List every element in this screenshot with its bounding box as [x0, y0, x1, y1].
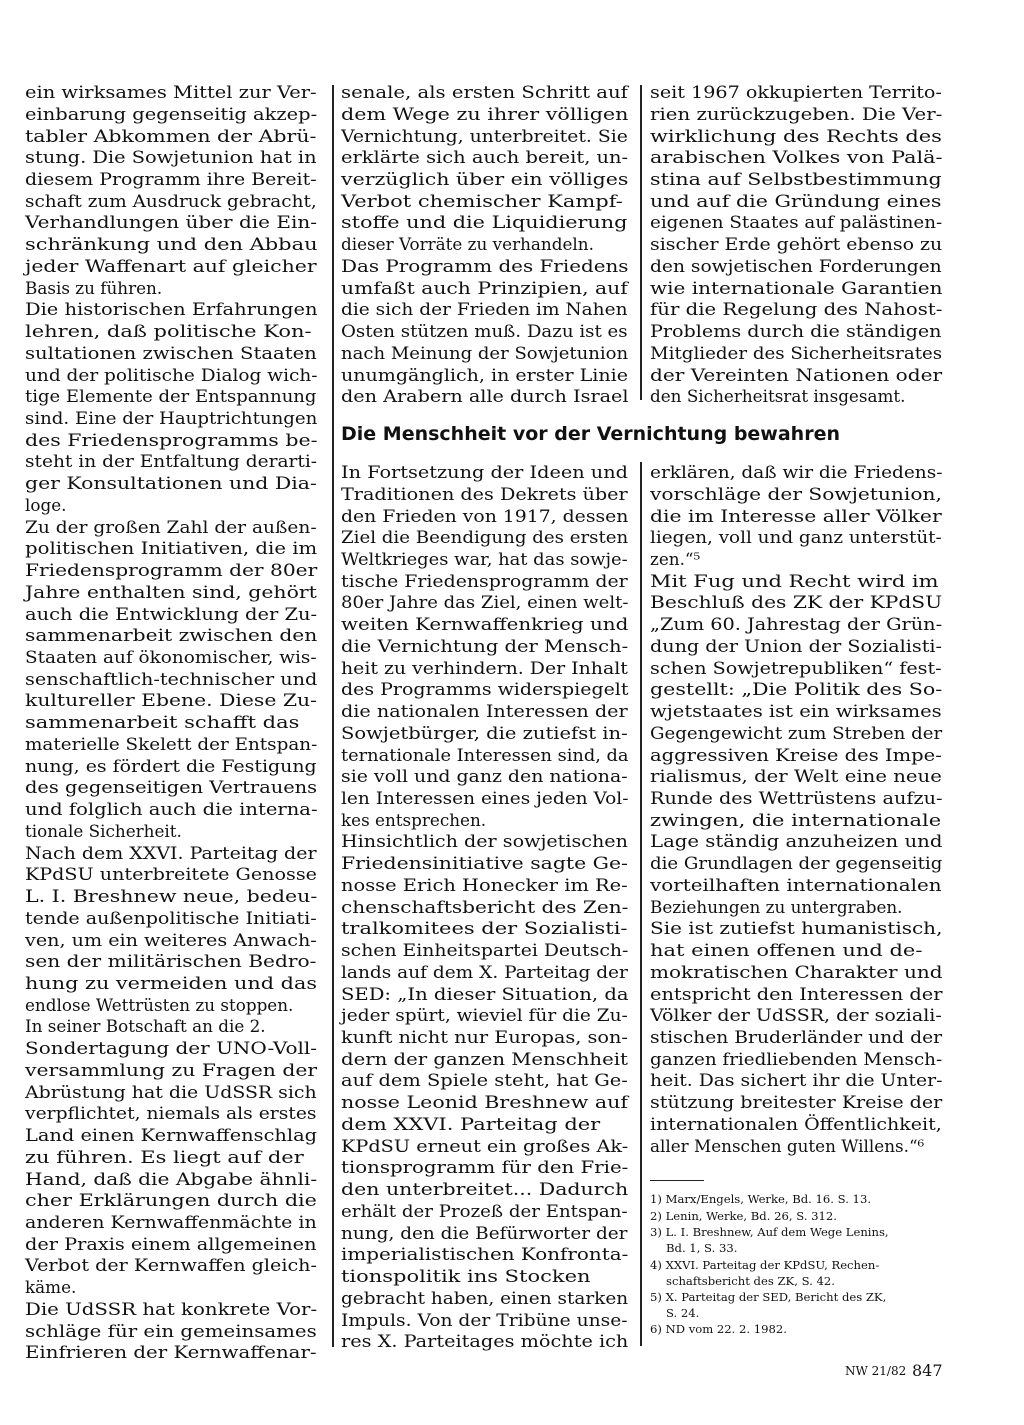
text-line: cher Erklärungen durch die	[25, 1190, 317, 1211]
text-line: Problems durch die ständigen	[650, 321, 942, 341]
text-line: stoffe und die Liquidierung	[341, 212, 628, 233]
text-line: Sie ist zutiefst humanistisch,	[650, 918, 943, 939]
text-line: Vernichtung, unterbreitet. Sie	[341, 125, 628, 146]
text-line: aggressiven Kreise des Impe-	[650, 744, 942, 765]
text-line: den unterbreitet... Dadurch	[341, 1179, 629, 1200]
footnote-separator	[650, 1180, 704, 1181]
text-line: seit 1967 okkupierten Territo-	[650, 82, 942, 102]
text-line: vorteilhaften internationalen	[650, 874, 942, 895]
text-line: sammenarbeit schafft das	[25, 712, 300, 733]
text-line: KPdSU unterbreitete Genosse	[25, 864, 318, 885]
text-line: tionale Sicherheit.	[25, 820, 182, 841]
text-line: die Vernichtung der Mensch-	[341, 635, 629, 656]
text-line: stung. Die Sowjetunion hat in	[25, 147, 317, 168]
text-line: liegen, voll und ganz unterstüt-	[650, 527, 942, 548]
issue-label: NW 21/82	[845, 1364, 907, 1378]
text-line: unumgänglich, in erster Linie	[341, 364, 628, 385]
text-line: tionsprogramm für den Frie-	[341, 1157, 629, 1178]
text-line: tende außenpolitische Initiati-	[25, 907, 317, 928]
text-line: Einfrieren der Kernwaffenar-	[25, 1342, 317, 1363]
text-line: ein wirksames Mittel zur Ver-	[25, 82, 317, 102]
text-line: nosse Erich Honecker im Re-	[341, 874, 628, 895]
text-line: Impuls. Von der Tribüne unse-	[341, 1309, 628, 1330]
column-rule-1	[332, 85, 334, 1347]
text-line: erklären, daß wir die Friedens-	[650, 462, 943, 482]
text-line: In seiner Botschaft an die 2.	[25, 1016, 266, 1037]
text-line: verzüglich über ein völliges	[341, 168, 629, 189]
page-number: 847	[912, 1361, 943, 1380]
text-line: dieser Vorräte zu verhandeln.	[341, 234, 594, 255]
text-line: senale, als ersten Schritt auf	[341, 82, 628, 102]
text-line: Osten stützen muß. Dazu ist es	[341, 321, 628, 341]
text-line: des gegenseitigen Vertrauens	[25, 777, 318, 798]
text-line: Traditionen des Dekrets über	[341, 483, 628, 504]
text-line: res X. Parteitages möchte ich	[341, 1331, 629, 1352]
text-line: des Friedensprogramms be-	[25, 429, 318, 450]
text-line: Hand, daß die Abgabe ähnli-	[25, 1168, 318, 1189]
text-line: Ziel die Beendigung des ersten	[341, 527, 629, 548]
text-line: arabischen Volkes von Palä-	[650, 147, 943, 168]
text-line: senschaftlich-technischer und	[25, 668, 318, 689]
text-line: Zu der großen Zahl der außen-	[25, 516, 317, 537]
footnote-line: schaftsbericht des ZK, S. 42.	[666, 1274, 835, 1288]
text-line: loge.	[25, 494, 67, 515]
text-line: die nationalen Interessen der	[341, 701, 628, 721]
text-line: ganzen friedliebenden Mensch-	[650, 1048, 943, 1069]
text-line: sultationen zwischen Staaten	[25, 342, 317, 363]
text-line: sammenarbeit zwischen den	[25, 625, 318, 646]
text-line: stina auf Selbstbestimmung	[650, 168, 942, 189]
text-line: Verbot chemischer Kampf-	[341, 190, 623, 211]
text-line: tige Elemente der Entspannung	[25, 386, 317, 407]
footnote-line: 4) XXVI. Parteitag der KPdSU, Rechen-	[650, 1258, 880, 1272]
text-line: SED: „In dieser Situation, da	[341, 983, 629, 1004]
text-line: Verhandlungen über die Ein-	[25, 212, 317, 233]
text-line: Runde des Wettrüstens aufzu-	[650, 788, 943, 808]
text-line: „Zum 60. Jahrestag der Grün-	[650, 614, 943, 635]
text-line: imperialistischen Konfronta-	[341, 1244, 629, 1265]
text-line: versammlung zu Fragen der	[25, 1059, 318, 1080]
text-line: Die UdSSR hat konkrete Vor-	[25, 1298, 318, 1319]
text-line: Sowjetbürger, die zutiefst in-	[341, 722, 628, 743]
text-line: materielle Skelett der Entspan-	[25, 733, 318, 754]
text-line: 80er Jahre das Ziel, einen welt-	[341, 592, 629, 613]
text-line: politischen Initiativen, die im	[25, 538, 318, 559]
column-rule-2-bottom	[640, 462, 642, 1346]
text-line: die Grundlagen der gegenseitig	[650, 853, 943, 874]
text-line: tische Friedensprogramm der	[341, 570, 628, 591]
text-line: heit. Das sichert ihr die Unter-	[650, 1070, 943, 1091]
text-line: Mitglieder des Sicherheitsrates	[650, 342, 943, 363]
text-line: Land einen Kernwaffenschlag	[25, 1125, 318, 1145]
text-line: L. I. Breshnew neue, bedeu-	[25, 886, 318, 906]
text-line: Lage ständig anzuheizen und	[650, 831, 943, 852]
text-line: nach Meinung der Sowjetunion	[341, 342, 629, 363]
text-line: sind. Eine der Hauptrichtungen	[25, 407, 318, 428]
text-line: Staaten auf ökonomischer, wis-	[25, 647, 317, 667]
text-line: Nach dem XXVI. Parteitag der	[25, 842, 317, 863]
text-line: gestellt: „Die Politik des So-	[650, 679, 943, 700]
text-line: Das Programm des Friedens	[341, 255, 629, 276]
text-line: Beziehungen zu untergraben.	[650, 896, 903, 917]
text-line: käme.	[25, 1277, 77, 1298]
text-line: vorschläge der Sowjetunion,	[650, 483, 942, 504]
footnote-line: 3) L. I. Breshnew, Auf dem Wege Lenins,	[650, 1225, 889, 1239]
text-line: tabler Abkommen der Abrü-	[25, 125, 317, 146]
text-line: erhält der Prozeß der Entspan-	[341, 1200, 628, 1221]
footnote-line: S. 24.	[666, 1306, 700, 1320]
text-line: tralkomitees der Sozialisti-	[341, 918, 628, 939]
text-line: auf dem Spiele steht, hat Ge-	[341, 1070, 628, 1091]
text-line: Die historischen Erfahrungen	[25, 299, 318, 320]
text-line: der Vereinten Nationen oder	[650, 364, 943, 385]
text-line: schen Sowjetrepubliken“ fest-	[650, 657, 942, 678]
text-line: schaft zum Ausdruck gebracht,	[25, 190, 317, 211]
text-line: die sich der Frieden im Nahen	[341, 299, 628, 320]
text-line: Hinsichtlich der sowjetischen	[341, 831, 628, 852]
text-line: der Praxis einem allgemeinen	[25, 1233, 317, 1254]
text-line: steht in der Entfaltung derarti-	[25, 451, 318, 472]
text-line: wjetstaates ist ein wirksames	[650, 701, 942, 721]
text-line: auch die Entwicklung der Zu-	[25, 603, 318, 624]
text-line: des Programms widerspiegelt	[341, 679, 629, 700]
text-line: jeder spürt, wieviel für die Zu-	[341, 1005, 628, 1026]
text-line: hat einen offenen und de-	[650, 940, 923, 961]
text-line: lehren, daß politische Kon-	[25, 321, 312, 341]
text-line: wirklichung des Rechts des	[650, 125, 942, 146]
text-line: nosse Leonid Breshnew auf	[341, 1092, 629, 1113]
footnote-line: 2) Lenin, Werke, Bd. 26, S. 312.	[650, 1209, 837, 1223]
footnote-line: 6) ND vom 22. 2. 1982.	[650, 1322, 787, 1336]
text-line: stischen Bruderländer und der	[650, 1027, 943, 1047]
text-line: Weltkrieges war, hat das sowje-	[341, 548, 628, 569]
text-line: dern der ganzen Menschheit	[341, 1048, 628, 1069]
text-line: rien zurückzugeben. Die Ver-	[650, 103, 943, 124]
text-line: Sondertagung der UNO-Voll-	[25, 1038, 318, 1059]
text-line: ternationale Interessen sind, da	[341, 744, 629, 765]
text-line: zu führen. Es liegt auf der	[25, 1146, 304, 1167]
section-heading: Die Menschheit vor der Vernichtung bewahren	[341, 423, 840, 445]
text-line: den Frieden von 1917, dessen	[341, 505, 629, 526]
text-line: gebracht haben, einen starken	[341, 1287, 629, 1308]
text-line: sie voll und ganz den nationa-	[341, 766, 628, 787]
text-line: tionspolitik ins Stocken	[341, 1266, 591, 1286]
text-line: zen.“⁵	[650, 548, 701, 569]
text-line: jeder Waffenart auf gleicher	[25, 255, 317, 276]
text-line: den Arabern alle durch Israel	[341, 386, 629, 407]
text-line: den sowjetischen Forderungen	[650, 255, 942, 276]
text-line: nung, es fördert die Festigung	[25, 755, 317, 776]
text-line: Abrüstung hat die UdSSR sich	[25, 1081, 317, 1102]
text-line: dem Wege zu ihrer völligen	[341, 103, 629, 124]
text-line: kultureller Ebene. Diese Zu-	[25, 690, 317, 711]
text-line: weiten Kernwaffenkrieg und	[341, 614, 629, 635]
text-line: anderen Kernwaffenmächte in	[25, 1212, 317, 1232]
text-line: Völker der UdSSR, der soziali-	[650, 1005, 942, 1026]
text-line: lands auf dem X. Parteitag der	[341, 961, 628, 982]
text-line: sen der militärischen Bedro-	[25, 951, 317, 972]
text-line: eigenen Staates auf palästinen-	[650, 212, 943, 233]
text-line: schränkung und den Abbau	[25, 234, 318, 255]
footnote-line: Bd. 1, S. 33.	[666, 1241, 738, 1255]
text-line: aller Menschen guten Willens.“⁶	[650, 1135, 925, 1156]
text-line: ger Konsultationen und Dia-	[25, 473, 317, 494]
footnote-line: 5) X. Parteitag der SED, Bericht des ZK,	[650, 1290, 887, 1304]
text-line: KPdSU erneut ein großes Ak-	[341, 1135, 629, 1156]
text-line: heit zu verhindern. Der Inhalt	[341, 657, 628, 678]
text-line: Beschluß des ZK der KPdSU	[650, 592, 943, 613]
text-line: endlose Wettrüsten zu stoppen.	[25, 994, 294, 1015]
text-line: Basis zu führen.	[25, 277, 163, 298]
text-line: schen Einheitspartei Deutsch-	[341, 940, 629, 961]
text-line: Friedensprogramm der 80er	[25, 560, 318, 581]
footnote-line: 1) Marx/Engels, Werke, Bd. 16. S. 13.	[650, 1192, 871, 1206]
text-line: diesem Programm ihre Bereit-	[25, 168, 317, 189]
text-line: entspricht den Interessen der	[650, 983, 943, 1004]
text-line: zwingen, die internationale	[650, 809, 942, 830]
text-line: sischer Erde gehört ebenso zu	[650, 234, 943, 255]
text-line: rialismus, der Welt eine neue	[650, 766, 942, 787]
column-rule-2-top	[640, 85, 642, 400]
text-line: ven, um ein weiteres Anwach-	[25, 929, 317, 950]
text-line: und folglich auch die interna-	[25, 799, 318, 820]
text-line: kunft nicht nur Europas, son-	[341, 1027, 628, 1047]
text-line: den Sicherheitsrat insgesamt.	[650, 386, 906, 407]
text-line: und der politische Dialog wich-	[25, 364, 318, 385]
text-line: dem XXVI. Parteitag der	[341, 1113, 601, 1134]
text-line: kes entsprechen.	[341, 809, 487, 830]
text-line: und auf die Gründung eines	[650, 190, 942, 211]
text-line: einbarung gegenseitig akzep-	[25, 103, 318, 124]
text-line: wie internationale Garantien	[650, 277, 943, 298]
text-line: stützung breitester Kreise der	[650, 1092, 943, 1113]
text-line: umfaßt auch Prinzipien, auf	[341, 277, 628, 298]
text-line: dung der Union der Sozialisti-	[650, 635, 942, 656]
text-line: Jahre enthalten sind, gehört	[25, 581, 317, 602]
text-line: mokratischen Charakter und	[650, 961, 943, 982]
text-line: schläge für ein gemeinsames	[25, 1320, 317, 1341]
text-line: erklärte sich auch bereit, un-	[341, 147, 629, 168]
text-line: verpflichtet, niemals als erstes	[25, 1103, 317, 1124]
text-line: Verbot der Kernwaffen gleich-	[25, 1255, 317, 1276]
text-line: die im Interesse aller Völker	[650, 505, 942, 526]
text-line: Gegengewicht zum Streben der	[650, 722, 943, 743]
text-line: internationalen Öffentlichkeit,	[650, 1113, 942, 1134]
text-line: Mit Fug und Recht wird im	[650, 570, 939, 591]
text-line: Friedensinitiative sagte Ge-	[341, 853, 628, 874]
text-line: chenschaftsbericht des Zen-	[341, 896, 629, 917]
text-line: In Fortsetzung der Ideen und	[341, 462, 628, 482]
text-line: hung zu vermeiden und das	[25, 972, 318, 993]
text-line: für die Regelung des Nahost-	[650, 299, 943, 320]
text-line: nung, den die Befürworter der	[341, 1222, 628, 1243]
text-line: len Interessen eines jeden Vol-	[341, 788, 629, 808]
